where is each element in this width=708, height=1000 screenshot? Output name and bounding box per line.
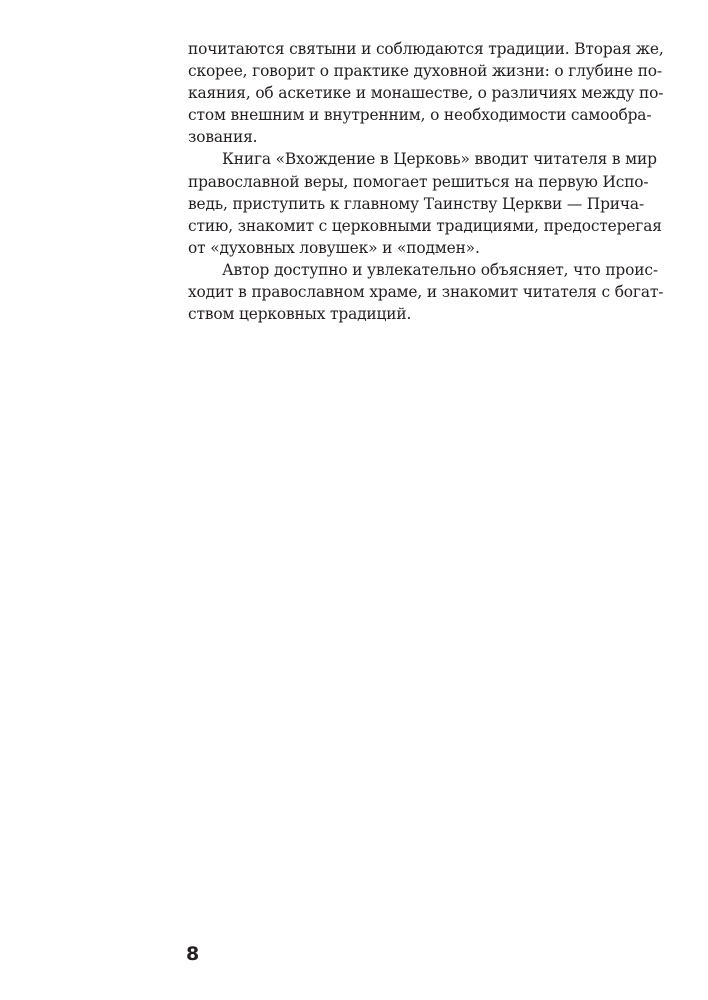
text-line: каяния, об аскетике и монашестве, о различиях между по-: [188, 84, 664, 103]
text-line: стом внешним и внутренним, о необходимости самообра-: [188, 106, 652, 125]
text-line: Автор доступно и увлекательно объясняет, что проис-: [222, 260, 658, 279]
text-line: ведь, приступить к главному Таинству Церкви — Прича-: [188, 194, 644, 213]
page-number: 8: [186, 943, 200, 965]
paragraph-3: [188, 259, 664, 325]
body-text: [188, 38, 664, 325]
text-line: от «духовных ловушек» и «подмен».: [188, 238, 480, 257]
paragraph-1: [188, 38, 664, 148]
text-line: ством церковных традиций.: [188, 305, 412, 324]
text-line: ходит в православном храме, и знакомит читателя с богат-: [188, 283, 664, 302]
text-line: стию, знакомит с церковными традициями, предостерегая: [188, 216, 662, 235]
paragraph-2: [188, 148, 662, 258]
text-line: Книга «Вхождение в Церковь» вводит читателя в мир: [222, 150, 657, 169]
text-line: православной веры, помогает решиться на первую Испо-: [188, 172, 649, 191]
text-line: зования.: [188, 128, 258, 147]
text-line: скорее, говорит о практике духовной жизни: о глубине по-: [188, 62, 662, 81]
text-line: почитаются святыни и соблюдаются традиции. Вторая же,: [188, 40, 664, 58]
